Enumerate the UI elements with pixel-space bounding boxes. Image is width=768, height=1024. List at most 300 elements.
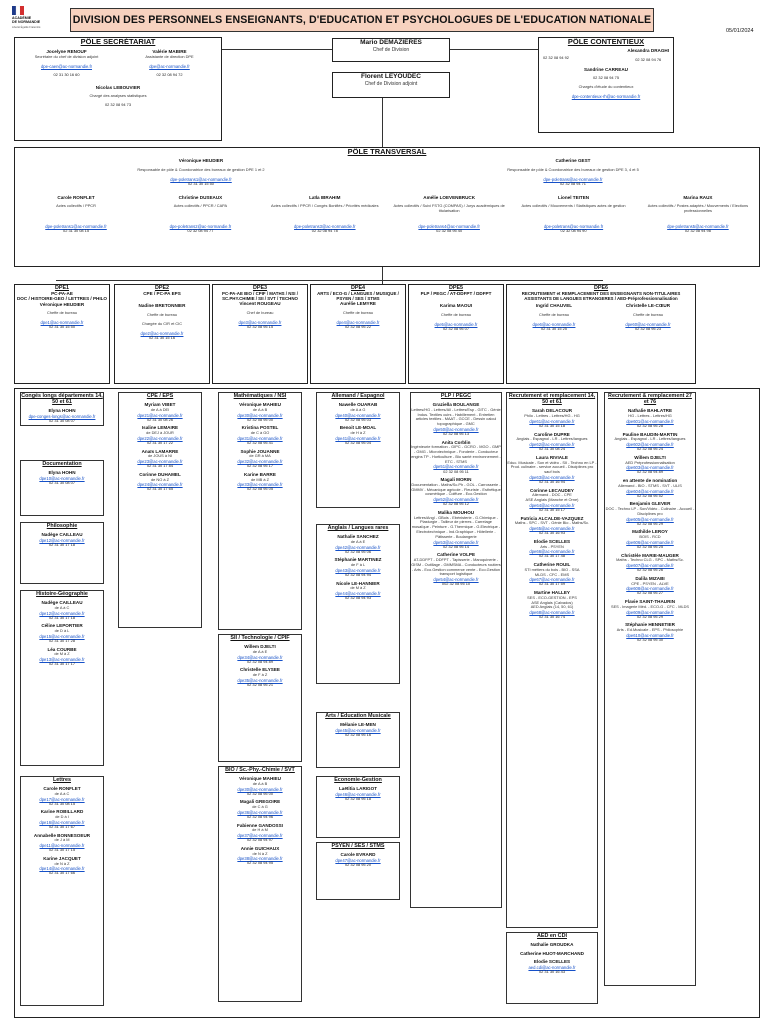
person-role: Chef de bureau [246,309,274,315]
person-name: Graziella BOULANGE [432,402,480,408]
person-role: Cheffe de bureau [632,311,663,317]
person-role: Documentation - Maths/Sc.Ph - GOL - Carrosserie - GMMV - Mécanique agricole - Fleuriste - Esthétique cosmétique - Coiffure - Eco.Gestion [411,481,501,497]
person-role: Actes collectifs / PPCR [56,203,96,209]
email-link[interactable]: dpe22@ac-normandie.fr [137,435,183,441]
phone-number: 02 31 30 17 28 [49,637,75,643]
email-link[interactable]: dpe53@ac-normandie.fr [433,539,479,545]
document-date: 05/01/2024 [726,28,754,34]
person-entry [21,809,103,829]
chief-role: Chef de Division [372,46,410,53]
phone-number: 02 31 30 16 93 [539,530,565,536]
phone-number: 02 32 08 95 28 [637,422,663,428]
person-role: de M à Z [54,651,70,657]
email-link[interactable]: dpe64@ac-normandie.fr [529,502,575,508]
email-link[interactable]: dpe3@ac-normandie.fr [238,319,282,325]
person-role: de A à E [252,648,268,654]
person-entry [219,449,301,469]
section-title: CPE / EPS [146,393,174,399]
email-link[interactable]: dpe605@ac-normandie.fr [626,516,674,522]
section-title: Recrutement et remplacement 14, 50 et 61 [508,393,596,406]
email-link[interactable]: dpe35@ac-normandie.fr [237,677,283,683]
person-name: Catherine GEST [555,158,591,164]
person-name: Elyna HOHN [48,408,76,414]
person-name: Valérie MABIRE [152,49,187,55]
person-name: Nathalie SANCHEZ [337,534,379,540]
email-link[interactable]: dpe47@ac-normandie.fr [335,857,381,863]
dpe-subject: PSYEN / SES / STMS [336,296,380,302]
phone-number: 02 32 08 95 41 [247,439,273,445]
section-col2-0 [118,392,202,628]
person-role: Actes collectifs / PPCR / CAPA [173,203,228,209]
person-name: Annabelle BONNESOEUR [33,832,91,838]
person-role: Lettres/HG - Lettres/All - Lettres/Esp - GITC - Génie Indus. Textiles cuirs - Habillement - Entretien articles textiles - MAAT - GCCE - Dessin calcul topographique - GMC [411,406,501,427]
email-link[interactable]: dpe-poletrans3@ac-normandie.fr [294,224,356,230]
email-link[interactable]: dpe51@ac-normandie.fr [433,464,479,470]
phone-number: 02 32 08 95 23 [635,325,661,331]
person-entry [507,942,597,948]
person-role: de A à DEI [150,406,170,412]
person-role: Actes collectifs / Suivi FSTG (COMPAS) / Jurys académiques de titularisation [393,203,505,213]
email-link[interactable]: dpe60@ac-normandie.fr [625,321,671,327]
connector-line [382,266,383,284]
person-entry [507,408,597,428]
email-link[interactable]: dpe43@ac-normandie.fr [335,567,381,573]
page-title: DIVISION DES PERSONNELS ENSEIGNANTS, D'EDUCATION ET PSYCHOLOGUES DE L'EDUCATION NATIONALE [70,8,654,32]
person-name: Kristina POSTEL [241,425,279,431]
email-link[interactable]: dpe-poletrans4@ac-normandie.fr [418,224,480,230]
chief-name: Mario DEMAZIERES [360,39,422,46]
phone-number: 02 32 08 94 92 [543,55,569,61]
person-name: Laura RIVIALE [536,454,568,460]
deputy-chief-box [332,72,450,98]
email-link[interactable]: dpe603@ac-normandie.fr [626,465,674,471]
person-role: MLDS - CFC - EMS [534,571,570,577]
person-role: Educ. Musicale - Son et vidéo - SII - Techno en LP - Prod. culinaire - service accueil - Disciplines pro sauf bois [507,459,597,475]
person-entry [21,470,103,485]
email-link[interactable]: dpe54@ac-normandie.fr [433,577,479,583]
person-name: Elyna HOHN [48,470,76,476]
person-role: Actes collectifs / Postes adaptés / Mouvements / Elections professionnelles [647,203,749,213]
person-role: Ingénieurie formation - GIPC - GCRO - MGO - GMP - GMG - Microtechnique - Fonderie - Conducteur engins TP - Horticulture - Bio santé environnement - ETC - STMS [411,444,501,464]
section-col1-4 [20,776,104,1006]
phone-number: 02 31 30 15 25 [541,325,567,331]
email-link[interactable]: aed.cdi@ac-normandie.fr [528,964,576,970]
phone-number: 02 32 08 95 30 [637,636,663,642]
email-link[interactable]: dpe16@ac-normandie.fr [39,819,85,825]
person-name: Malika MOUHOU [437,510,475,516]
email-link[interactable]: dpe-poletrans@ac-normandie.fr [543,224,604,230]
person-entry [119,449,201,469]
person-role: AT-DDFPT - DDFPT - Tapisserie - Maroquinerie - GISM - Outillage - GMMSMA - Conducteurs routiers - Arts - Eco.Gestion commerce vente - Eco.Gestion transport logistique [411,556,501,577]
section-title: AED en CDI [537,933,567,939]
person-entry [21,786,103,806]
person-name: Willem DJELTI [634,454,666,460]
email-link[interactable]: dpe41@ac-normandie.fr [335,435,381,441]
person-name: en attente de nomination [622,478,678,484]
phone-number: 02 31 30 15 50 [49,324,75,330]
person-entry [21,856,103,876]
section-col5-0 [410,392,502,908]
phone-number: 02 31 30 08 07 [49,479,75,485]
section-title: Mathématiques / NSI [233,393,287,399]
email-link[interactable]: dpe40@ac-normandie.fr [335,412,381,418]
email-link[interactable]: dpe602@ac-normandie.fr [626,442,674,448]
phone-number: 002 32 08 95 10 [441,581,471,587]
email-link[interactable]: dpe32@ac-normandie.fr [237,459,283,465]
email-link[interactable]: dpe21@ac-normandie.fr [137,412,183,418]
person-name: Véronique HEUDIER [39,301,85,307]
person-name: Jocelyne RENOUF [46,49,87,55]
email-link[interactable]: dpe-poletrans2@ac-normandie.fr [169,224,232,230]
person-name: Ingrid CHAUVEL [535,303,573,309]
email-link[interactable]: dpe-contentieux-rh@ac-normandie.fr [571,93,641,99]
person-role: Responsable de pôle & Coordonatrice des bureaux de gestion DPE 3, 4 et 5 [507,166,639,172]
email-link[interactable]: dpe62@ac-normandie.fr [529,442,575,448]
phone-number: 02 32 08 95 21 [247,681,273,687]
section-title: Documentation [42,461,82,467]
person-name: Nathalie BAHLATRE [627,408,673,414]
phone-number: 02 31 30 17 18 [49,541,75,547]
person-role: de DEJ à JOUR [146,430,174,436]
person-name: Elodie SCELLES [533,959,571,965]
person-name: Benjamin GLEVER [629,501,671,507]
email-link[interactable]: dpe15@ac-normandie.fr [39,633,85,639]
pole-transversal [14,147,760,267]
academie-logo [12,6,48,36]
section-title: Congés longs départements 14, 50 et 61 [21,393,103,406]
person-name: Stéphanie HENNETIER [625,622,675,628]
email-link[interactable]: dpe42@ac-normandie.fr [335,544,381,550]
person-name: Amélie LOEVENBRUCK [423,194,476,200]
email-link[interactable]: dpe606@ac-normandie.fr [626,539,674,545]
phone-number: 02 32 08 95 12 [443,501,469,507]
person-name: Carole EVRARD [340,852,376,858]
email-link[interactable]: dpe44@ac-normandie.fr [335,591,381,597]
phone-number: 02 32 08 95 07 [443,325,469,331]
phone-number: 02 32 08 94 89 [637,469,663,475]
email-link[interactable]: dpe67@ac-normandie.fr [529,577,575,583]
person-entry [317,786,399,801]
person-name: Corinne LECAUDEY [530,487,574,493]
email-link[interactable]: dpe38@ac-normandie.fr [237,856,283,862]
person-entry [119,425,201,445]
logo-motto: Liberté Égalité Fraternité [12,26,41,30]
email-link[interactable]: dpe601@ac-normandie.fr [626,418,674,424]
person-entry [219,402,301,422]
dpe6-header [506,284,696,384]
phone-number: 02 31 30 08 15 [63,228,90,234]
person-entry [411,477,501,507]
phone-number: 02 32 08 95 03 [345,416,371,422]
person-name: Véronique MAHIEU [239,402,281,408]
email-link[interactable]: dpe2@ac-normandie.fr [140,330,184,336]
person-entry [317,402,399,422]
person-entry [219,472,301,492]
person-name: Sarah DELACOUR [531,408,573,414]
person-role: Cheffe de bureau [47,310,77,316]
email-link[interactable]: dpe5@ac-normandie.fr [434,321,478,327]
person-name: Annie GUICHAUX [240,845,280,851]
phone-number: 02 32 08 95 29 [637,520,663,526]
section-title: Histoire-Géographie [36,591,88,597]
person-name: Elodie SCELLES [533,538,571,544]
email-link[interactable]: dpe14@ac-normandie.fr [39,866,85,872]
person-entry [317,581,399,601]
person-role: Chargée du CIR et CIC [141,320,183,326]
person-entry [507,488,597,513]
section-col3-1 [218,634,302,762]
phone-number: 02 32 08 94 97 [247,837,273,843]
person-name: Dalila MIZABI [635,575,665,581]
person-name: Laëtitia LARIGOT [338,786,378,792]
email-link[interactable]: dpe4@ac-normandie.fr [336,319,380,325]
email-link[interactable]: dpe50@ac-normandie.fr [433,426,479,432]
person-role: Anglais - Espagnol - LR - Lettres/langues [614,436,686,442]
person-name: Nadège CAILLEAU [41,532,83,538]
phone-number: 02 32 08 95 27 [637,590,663,596]
email-link[interactable]: dpe607@ac-normandie.fr [626,563,674,569]
phone-number: 02 32 08 94 73 [105,101,131,107]
email-link[interactable]: dpe63@ac-normandie.fr [529,474,575,480]
email-link[interactable]: dpe6@ac-normandie.fr [532,321,576,327]
person-entry [605,529,695,549]
person-role: AED Anglais (14, 50, 61) [530,604,574,610]
phone-number: 02 31 30 08 07 [49,418,75,424]
person-entry [605,622,695,642]
dpe3-header [212,284,308,384]
phone-number: 02 32 08 95 29 [637,613,663,619]
phone-number: 02 31 30 17 48 [539,553,565,559]
email-link[interactable]: dpe23@ac-normandie.fr [137,459,183,465]
email-link[interactable]: dpe610@ac-normandie.fr [626,632,674,638]
email-link[interactable]: dpe@ac-normandie.fr [149,63,190,69]
person-name: Catherine VOLPE [436,552,476,558]
person-role: de D à L [54,628,70,634]
email-link[interactable]: dpe-conges-longs@ac-normandie.fr [28,414,96,419]
email-link[interactable]: dpe30@ac-normandie.fr [237,786,283,792]
phone-number: 02 32 08 94 93 [345,595,371,601]
phone-number: 02 31 30 08 24 [539,446,565,452]
person-name: Sandrine CARREAU [584,66,628,72]
person-entry [219,799,301,819]
phone-number: 02 31 30 17 66 [49,870,75,876]
email-link[interactable]: dpe12@ac-normandie.fr [39,610,85,616]
dpe4-header [310,284,406,384]
dpe-subject: PC-PA-AE BIO / CPIF / MATHS / NSI / [222,291,298,297]
person-role: Actes collectifs / PPCR / Congés Bonifiés / Priorités médicales [271,203,379,209]
phone-number: 02 32 08 95 11 [443,468,469,474]
email-link[interactable]: dpe13@ac-normandie.fr [39,657,85,663]
email-link[interactable]: dpe52@ac-normandie.fr [433,497,479,503]
person-role: CPE - PSYEN - ALVE [631,580,669,586]
email-link[interactable]: dpe37@ac-normandie.fr [237,833,283,839]
dpe-subject: RECRUTEMENT et REMPLACEMENT DES ENSEIGNANTS NON-TITULAIRES [521,291,681,297]
person-role: SES - ECO-GESTION - EPS [527,594,577,600]
phone-number: 02 32 08 94 72 [156,71,183,77]
person-name: Flavie SAINT-THAURIN [624,599,676,605]
dpe-code: DPE6 [593,285,609,291]
person-name: Fabienne GANDOSSI [237,822,283,828]
person-role: Assistante de direction DPE [145,53,194,59]
section-title: Allemand / Espagnol [331,393,385,399]
pole-transversal-members [15,195,759,234]
phone-number: 02 32 08 95 05 [247,486,273,492]
email-link[interactable]: dpe-poletrans5@ac-normandie.fr [667,224,729,230]
person-entry [119,402,201,422]
section-col1-3 [20,590,104,766]
person-entry [411,552,501,587]
email-link[interactable]: dpe30@ac-normandie.fr [237,412,283,418]
section-title: Recrutement & remplacement 27 et 76 [608,393,692,406]
email-link[interactable]: dpe31@ac-normandie.fr [237,435,283,441]
person-entry [507,516,597,536]
email-link[interactable]: dpe24@ac-normandie.fr [137,482,183,488]
email-link[interactable]: dpe-poletrans1@ac-normandie.fr [45,224,107,230]
phone-number: 02 31 30 08 26 [147,416,173,422]
person-entry [21,623,103,643]
email-link[interactable]: dpe-poletrans@ac-normandie.fr [543,176,603,182]
phone-number: 02 32 08 95 15 [247,323,273,329]
phone-number: 02 31 30 16 74 [539,614,565,620]
person-role: de N à Z [54,860,70,866]
person-entry [507,590,597,620]
email-link[interactable]: dpe11@ac-normandie.fr [39,843,85,849]
person-role: HG - Lettres - Lettres/HG [628,413,672,418]
dpe-subject: DOC / HISTOIRE-GEO / LETTRES / PHILO [16,296,107,302]
person-entry [317,852,399,867]
email-link[interactable]: dpe45@ac-normandie.fr [335,727,381,733]
email-link[interactable]: dpe33@ac-normandie.fr [237,482,283,488]
person-name: Anaïs LAMARRE [141,448,179,454]
email-link[interactable]: dpe-poletrans1@ac-normandie.fr [170,176,232,182]
person-name: Willem DJELTI [244,644,276,650]
email-link[interactable]: dpe46@ac-normandie.fr [335,791,381,797]
person-role: de H à Z [350,430,366,436]
email-link[interactable]: dpe34@ac-normandie.fr [237,654,283,660]
person-role: de C à GO [250,430,270,436]
person-name: Christine DUSEAUX [178,194,223,200]
person-entry [411,510,501,549]
person-entry [219,644,301,664]
dpe-code: DPE4 [350,285,366,291]
email-link[interactable]: dpe604@ac-normandie.fr [626,488,674,494]
person-name: Anita Corblin [441,439,471,445]
phone-number: 02 31 30 17 22 [147,439,173,445]
email-link[interactable]: dpe66@ac-normandie.fr [529,549,575,555]
person-role: de H à M [252,827,268,833]
phone-number: 02 31 30 17 65 [147,486,173,492]
person-role: AED Préprofessionnalisation [625,459,675,465]
phone-number: 02 32 08 95 04 [345,439,371,445]
phone-number: 02 32 08 94 90 [560,228,587,234]
phone-number: 02 32 08 94 89 [247,658,273,664]
email-link[interactable]: dpe17@ac-normandie.fr [39,796,85,802]
phone-number: 02 32 08 94 96 [247,813,273,819]
person-entry [605,576,695,596]
person-entry [317,534,399,554]
section-title: Lettres [53,777,71,783]
person-name: Pauline BAUDIN-MARTIN [622,431,678,437]
person-entry [411,402,501,437]
phone-number: 02 32 08 95 22 [345,323,371,329]
person-entry [507,432,597,452]
phone-number: 02 32 08 95 25 [637,543,663,549]
phone-number: 02 32 08 94 71 [560,180,586,186]
dpe1-header [14,284,110,384]
section-col4-0 [316,392,400,508]
person-entry [317,557,399,577]
person-entry [119,472,201,492]
email-link[interactable]: dpe10@ac-normandie.fr [39,475,85,481]
email-link[interactable]: dpe-caen@ac-normandie.fr [40,63,93,69]
phone-number: 02 31 30 08 15 [49,800,75,806]
person-name: Sophie JOUANNE [240,448,280,454]
person-name: Corinne DUHAMEL [139,471,181,477]
phone-number: 02 31 30 15 50 [188,180,214,186]
phone-number: 02 31 30 17 17 [49,661,75,667]
phone-number: 02 31 30 15 18 [539,422,565,428]
person-entry [21,833,103,853]
email-link[interactable]: dpe12@ac-normandie.fr [39,537,85,543]
phone-number: 02 31 30 17 18 [49,614,75,620]
person-role: de MB à Z [251,476,269,482]
person-role: de F à L [350,562,366,568]
person-role: Cheffe de bureau [147,312,177,318]
phone-number: 02 32 08 95 26 [637,567,663,573]
person-name: Aurélie LEMYRE [340,301,376,307]
person-role: Chargé des analyses statistiques [89,93,147,99]
person-role: SES - Imagerie Méd. - ECO-G - CFC - MLDS [610,603,690,609]
phone-number: 02 32 08 94 75 [593,75,619,81]
person-name: Catherine HUOT-MARCHAND [520,950,584,956]
phone-number: 02 31 30 16 94 [539,478,565,484]
phone-number: 02 32 08 94 78 [311,228,338,234]
person-entry [219,846,301,866]
pole-contentieux [538,37,674,133]
person-role: Arts - Ed.Musicale - EPS - Philosophie [616,627,684,633]
person-entry [21,408,103,423]
phone-number: 02 32 08 95 24 [637,446,663,452]
connector-line [222,49,332,50]
email-link[interactable]: dpe65@ac-normandie.fr [529,526,575,532]
phone-number: 02 32 08 95 06 [345,548,371,554]
person-role: de A à E [350,538,366,544]
email-link[interactable]: dpe609@ac-normandie.fr [626,609,674,615]
person-role: Cheffe de bureau [343,309,373,315]
person-entry [219,776,301,796]
email-link[interactable]: dpe68@ac-normandie.fr [529,610,575,616]
email-link[interactable]: dpe61@ac-normandie.fr [529,418,575,424]
section-title: Philosophie [46,523,78,529]
person-name: Patricia ALCALDE-VAZQUEZ [520,515,584,521]
section-col3-0 [218,392,302,630]
person-role: Secrétaire du chef de division adjoint [34,53,99,59]
person-name: Nicole LE-HANNIER [336,580,380,586]
person-role: DOC - Techno LP - Son/Vidéo - Culinaire - Accueil - Disciplines pro [605,506,695,516]
email-link[interactable]: dpe36@ac-normandie.fr [237,809,283,815]
person-entry [605,553,695,573]
email-link[interactable]: dpe608@ac-normandie.fr [626,586,674,592]
dpe-subject: ASSISTANTS DE LANGUES ETRANGERES / AED-Préprofessionnalisation [524,296,678,302]
dpe-code: DPE3 [252,285,268,291]
person-role: Maths - SPC - SVT - Génie Bio - Maths/Sc. [514,520,590,526]
email-link[interactable]: dpe1@ac-normandie.fr [40,320,84,326]
person-name: Vincent ROUGEAU [239,301,281,307]
phone-number: 02 31 30 16 60 [53,71,80,77]
person-name: Marina RAUX [683,194,713,200]
person-role: de M à Z [350,585,366,591]
phone-number: 02 32 08 95 18 [345,795,371,801]
